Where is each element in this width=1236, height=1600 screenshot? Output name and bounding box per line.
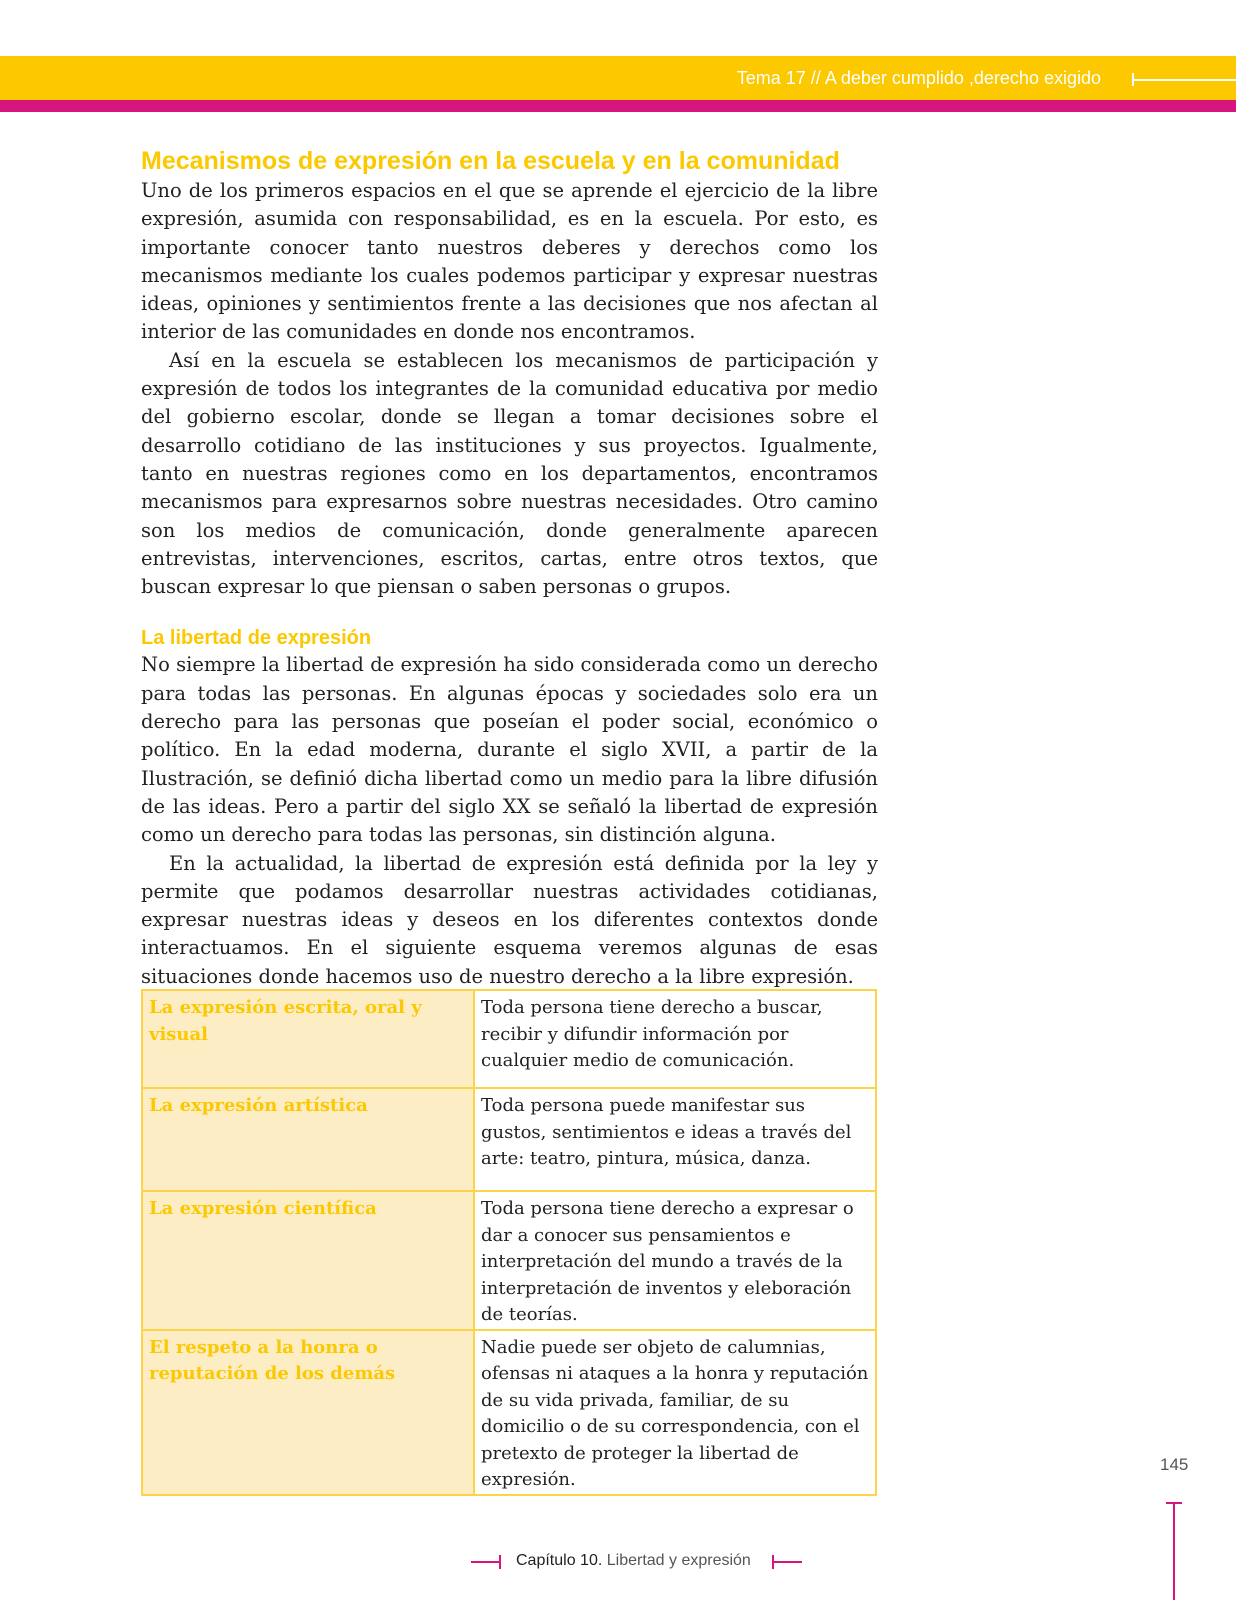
expression-scheme-table: [141, 989, 877, 1496]
table-row: [142, 1191, 876, 1330]
topic-rule-tick: [1132, 73, 1134, 86]
paragraph: En la actualidad, la libertad de expresión está definida por la ley y permite que podamos desarrollar nuestras actividades cotidianas, expresar nuestras ideas y deseos en los diferentes contextos donde interactuamos. En el siguiente esquema veremos algunas de esas situaciones donde hacemos uso de nuestro derecho a la libre expresión.: [141, 851, 878, 988]
paragraph: No siempre la libertad de expresión ha sido considerada como un derecho para todas las personas. En algunas épocas y sociedades solo era un derecho para las personas que poseían el poder social, económico o político. En la edad moderna, durante el siglo XVII, a partir de la Ilustración, se definió dicha libertad como un medio para la libre difusión de las ideas. Pero a partir del siglo XX se señaló la libertad de expresión como un derecho para todas las personas, sin distinción alguna.: [141, 653, 878, 847]
header-stripe: [0, 100, 1236, 112]
scheme-description: Toda persona puede manifestar sus gustos, sentimientos e ideas a través del arte: teatro, pintura, música, danza.: [474, 1088, 876, 1191]
scheme-description: Toda persona tiene derecho a expresar o dar a conocer sus pensamientos e interpretación del mundo a través de la interpretación de inventos y eleboración de teorías.: [474, 1191, 876, 1330]
paragraph: Así en la escuela se establecen los mecanismos de participación y expresión de todos los integrantes de la comunidad educativa por medio del gobierno escolar, donde se llegan a tomar decisiones sobre el desarrollo cotidiano de las instituciones y sus proyectos. Igualmente, tanto en nuestras regiones como en los departamentos, encontramos mecanismos para expresarnos sobre nuestras necesidades. Otro camino son los medios de comunicación, donde generalmente aparecen entrevistas, intervenciones, escritos, cartas, entre otros textos, que buscan expresar lo que piensan o saben personas o grupos.: [141, 348, 878, 599]
footer-chapter-number: Capítulo 10.: [516, 1552, 603, 1569]
side-rule-tick: [1166, 1502, 1182, 1504]
footer-chapter: [516, 1552, 751, 1570]
table-row: [142, 990, 876, 1088]
main-content: [141, 145, 878, 991]
topic-title: Tema 17 // A deber cumplido ,derecho exigido: [736, 68, 1101, 88]
scheme-label: El respeto a la honra o reputación de los demás: [142, 1330, 474, 1495]
footer-rule-left-tick: [499, 1555, 501, 1569]
table-row: [142, 1330, 876, 1495]
footer-rule-left: [471, 1561, 501, 1563]
scheme-label: La expresión científica: [142, 1191, 474, 1330]
page-number: 145: [1160, 1455, 1189, 1474]
scheme-description: Toda persona tiene derecho a buscar, recibir y difundir información por cualquier medio de comunicación.: [474, 990, 876, 1088]
section-title-mecanismos: Mecanismos de expresión en la escuela y en la comunidad: [141, 147, 840, 175]
footer-rule-right-tick: [772, 1555, 774, 1569]
scheme-description: Nadie puede ser objeto de calumnias, ofensas ni ataques a la honra y reputación de su vida privada, familiar, de su domicilio o de su correspondencia, con el pretexto de proteger la libertad de expresión.: [474, 1330, 876, 1495]
footer-rule-right: [772, 1561, 802, 1563]
scheme-label: La expresión artística: [142, 1088, 474, 1191]
topic-rule: [1132, 79, 1236, 81]
table-row: [142, 1088, 876, 1191]
section-title-libertad: La libertad de expresión: [141, 627, 372, 650]
side-rule: [1173, 1502, 1175, 1600]
paragraph: Uno de los primeros espacios en el que se aprende el ejercicio de la libre expresión, asumida con responsabilidad, es en la escuela. Por esto, es importante conocer tanto nuestros deberes y derechos como los mecanismos mediante los cuales podemos participar y expresar nuestras ideas, opiniones y sentimientos frente a las decisiones que nos afectan al interior de las comunidades en donde nos encontramos.: [141, 179, 878, 344]
footer-chapter-title: Libertad y expresión: [606, 1552, 751, 1569]
scheme-label: La expresión escrita, oral y visual: [142, 990, 474, 1088]
